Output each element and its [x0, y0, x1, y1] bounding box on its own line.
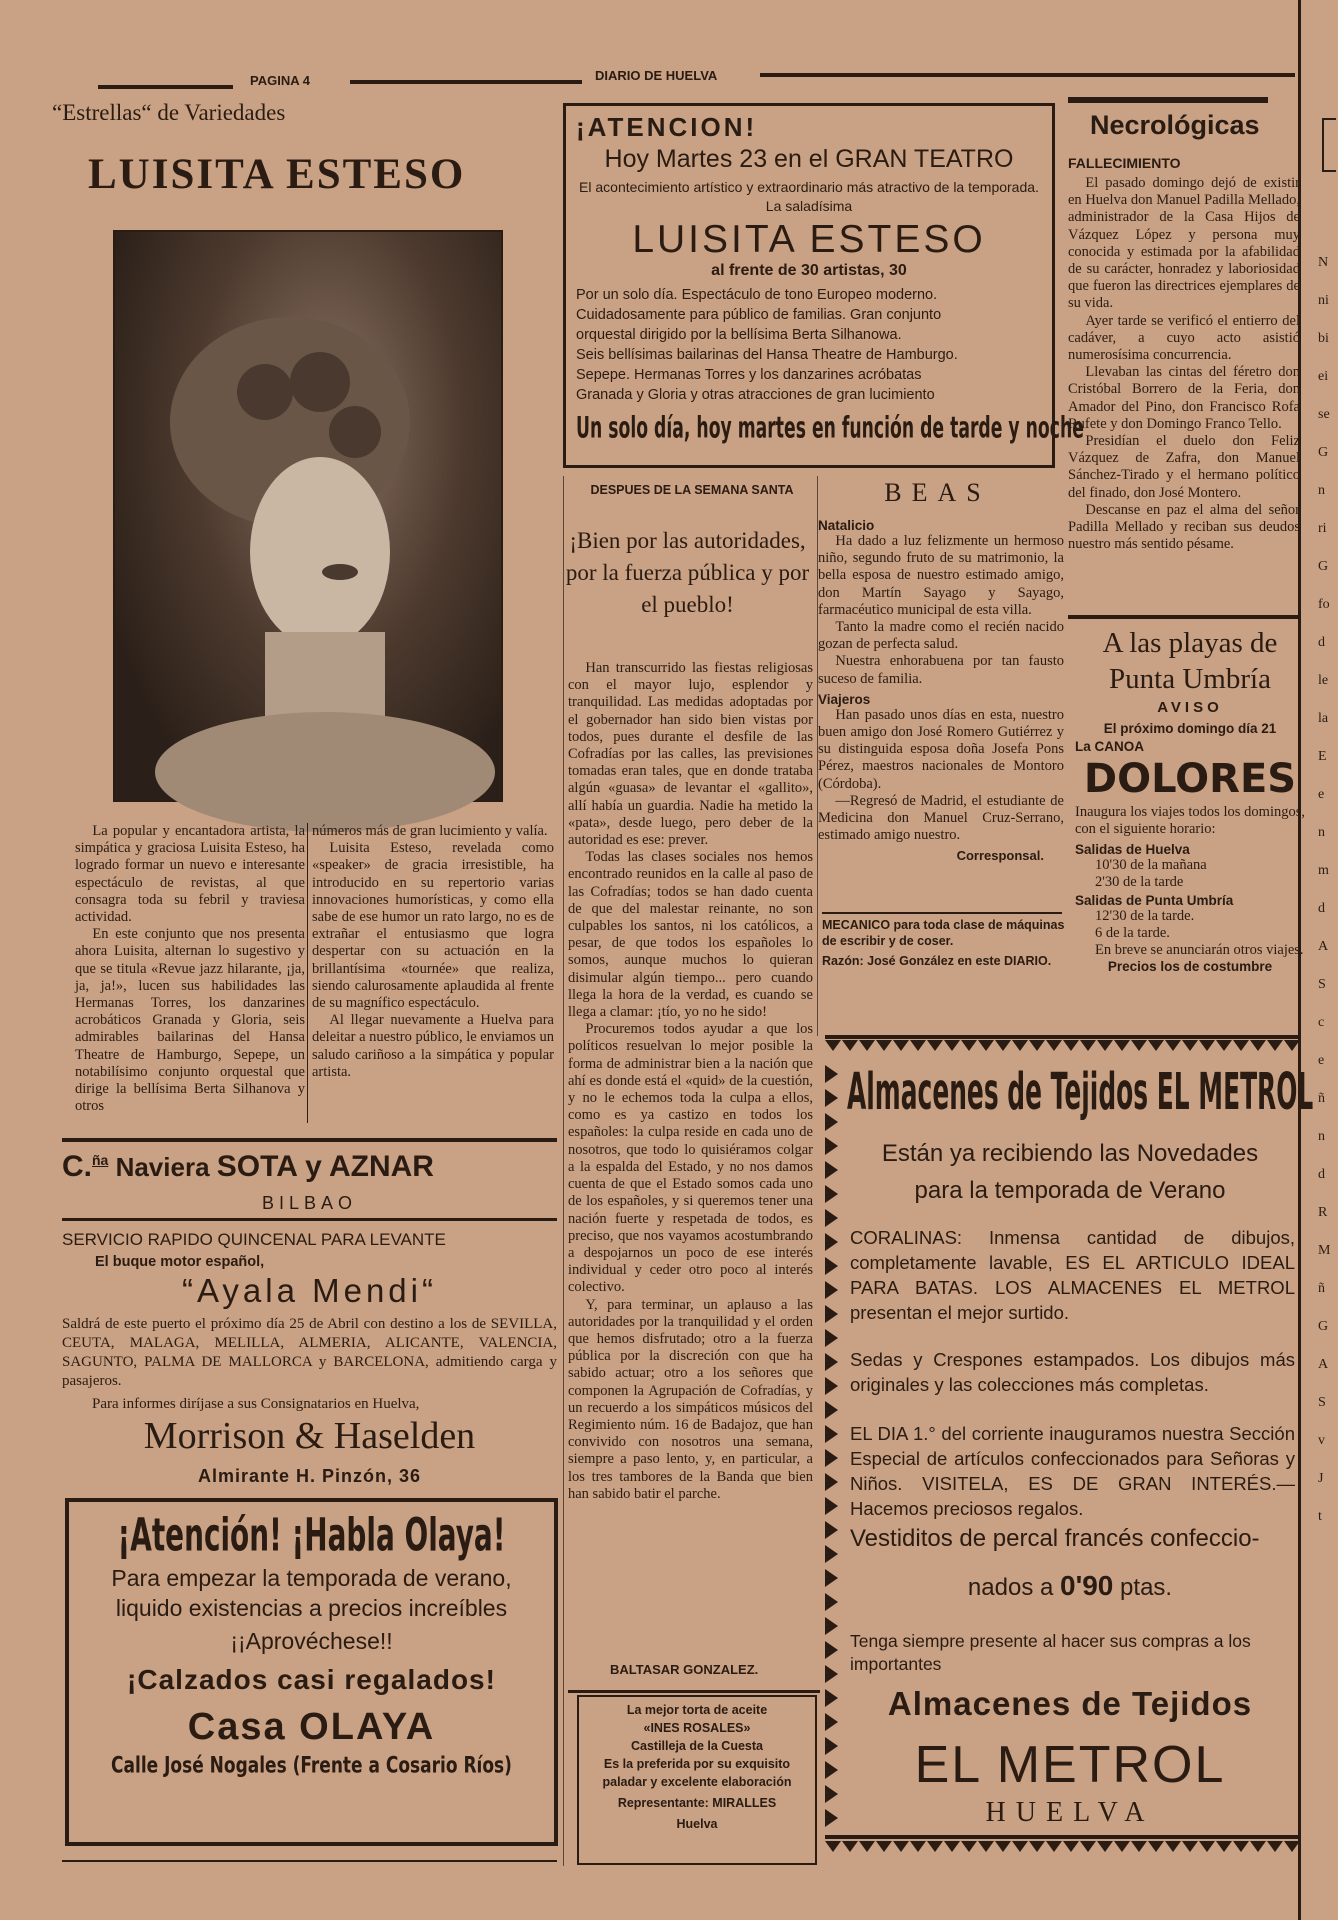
next-page-letter: A	[1318, 1357, 1329, 1372]
pennant-mark	[825, 1305, 838, 1323]
pennant-mark	[1063, 1841, 1079, 1852]
pennant-mark	[944, 1841, 960, 1852]
naviera-name-part: SOTA y AZNAR	[216, 1150, 434, 1183]
rosales-line: Castilleja de la Cuesta	[630, 1739, 763, 1753]
metrol-p4-text: ptas.	[1120, 1574, 1173, 1601]
pennant-mark	[1182, 1841, 1198, 1852]
playas-h2: Salidas de Punta Umbría	[1075, 893, 1234, 908]
playas-aviso: AVISO	[1157, 699, 1223, 716]
naviera-address: Almirante H. Pinzón, 36	[197, 1466, 422, 1486]
pennant-mark	[1131, 1040, 1147, 1051]
next-page-letter: n	[1318, 483, 1325, 498]
naviera-name	[62, 1150, 562, 1194]
section-rule	[62, 1860, 557, 1862]
estrellas-col-left	[75, 823, 305, 1125]
atencion-footer: Un solo día, hoy martes en función de tarde y noche	[576, 411, 1084, 445]
pennant-mark	[825, 1185, 838, 1203]
column-rule	[563, 476, 564, 1866]
pennant-mark	[825, 1809, 838, 1827]
next-page-letter: S	[1318, 977, 1326, 992]
metrol-border-bottom	[825, 1835, 1300, 1839]
pennant-mark	[1148, 1841, 1164, 1852]
naviera-city: BILBAO	[261, 1193, 358, 1213]
pennant-mark	[859, 1040, 875, 1051]
naviera-service: SERVICIO RAPIDO QUINCENAL PARA LEVANTE	[62, 1230, 446, 1249]
next-page-letters	[1318, 255, 1338, 1547]
pennant-mark	[825, 1401, 838, 1419]
metrol-p4a: Vestiditos de percal francés confeccio-	[850, 1525, 1260, 1552]
pennant-mark	[1012, 1841, 1028, 1852]
estrellas-title: LUISITA ESTESO	[88, 151, 466, 198]
playas-precios: Precios los de costumbre	[1107, 959, 1273, 974]
next-page-letter: e	[1318, 787, 1325, 802]
pennant-mark	[893, 1841, 909, 1852]
rosales-line: Es la preferida por su exquisito paladar y excelente elaboración	[602, 1757, 792, 1789]
olaya-name: Casa OLAYA	[187, 1706, 436, 1748]
atencion-body-line: Por un solo día. Espectáculo de tono Europeo moderno.	[576, 287, 938, 303]
next-page-letter: d	[1318, 635, 1325, 650]
pennant-mark	[825, 1329, 838, 1347]
gran-teatro-ad	[563, 103, 1084, 468]
next-page-letter: t	[1318, 1509, 1322, 1524]
semana-para: Todas las clases sociales nos hemos encontrado reunidos en la calle al paso de las Cofradías; todos se han dado cuenta de que del malestar reinante, no son culpables los santos, ni los católicos, a pesar, de que todos los españoles lo somos, aunque muchos lo quieran disimular algún tiempo... pero cuando llega la hora de la verdad, es cuando se llega a clamar: ¡tío, yo no he sido!	[568, 849, 813, 1021]
atencion-sub: al frente de 30 artistas, 30	[711, 262, 907, 279]
pennant-mark	[1012, 1040, 1028, 1051]
pennant-mark	[995, 1040, 1011, 1051]
pennant-mark	[825, 1065, 838, 1083]
metrol-f3: HUELVA	[985, 1797, 1155, 1828]
semana-headline: ¡Bien por las autoridades, por la fuerza pública y por el pueblo!	[565, 528, 810, 617]
rosales-line: «INES ROSALES»	[643, 1721, 751, 1735]
necro-body	[1068, 175, 1300, 605]
next-page-letter: G	[1318, 445, 1329, 460]
pennant-mark	[842, 1841, 858, 1852]
page-number: PAGINA 4	[250, 73, 310, 88]
playas-h1: Salidas de Huelva	[1075, 842, 1190, 857]
metrol-p4-text: nados a	[967, 1574, 1054, 1601]
metrol-p4	[850, 1570, 1290, 1602]
pennant-mark	[995, 1841, 1011, 1852]
olaya-l2: liquido existencias a precios increíbles	[115, 1595, 508, 1621]
beas-body	[818, 518, 1064, 908]
next-page-letter: ni	[1318, 293, 1329, 308]
metrol-l1: Están ya recibiendo las Novedades	[881, 1140, 1259, 1167]
semana-signature: BALTASAR GONZALEZ.	[610, 1662, 759, 1677]
naviera-buque: El buque motor español,	[95, 1254, 265, 1270]
olaya-title: ¡Atención! ¡Habla Olaya!	[117, 1510, 506, 1563]
next-page-letter: d	[1318, 901, 1325, 916]
pennant-mark	[1284, 1841, 1300, 1852]
playas-t4: 6 de la tarde.	[1095, 925, 1170, 941]
naviera-name-part: C.	[62, 1150, 92, 1183]
next-page-letter: J	[1318, 1471, 1324, 1486]
masthead-rule-right	[760, 73, 1295, 77]
pennant-mark	[825, 1040, 841, 1051]
naviera-ship: “Ayala Mendi“	[182, 1272, 437, 1309]
pennant-mark	[1165, 1040, 1181, 1051]
metrol-p5: Tenga siempre presente al hacer sus compras a los importantes	[850, 1631, 1251, 1674]
pennant-mark	[825, 1617, 838, 1635]
pennant-mark	[1216, 1040, 1232, 1051]
masthead-rule-mid	[350, 80, 582, 84]
pennant-mark	[825, 1841, 841, 1852]
pennant-mark	[825, 1209, 838, 1227]
next-page-letter: ei	[1318, 369, 1329, 384]
naviera-body: Saldrá de este puerto el próximo día 25 de Abril con destino a los de SEVILLA, CEUTA, MALAGA, MELILLA, ALMERIA, ALICANTE, VALENCIA, SAGUNTO, PALMA DE MALLORCA y BARCELONA, admitiendo carga y pasajeros.	[62, 1316, 557, 1389]
pennant-mark	[978, 1040, 994, 1051]
pennant-mark	[1165, 1841, 1181, 1852]
pennant-mark	[825, 1497, 838, 1515]
necro-para: Llevaban las cintas del féretro don Cristóbal Borrero de la Feria, don Amador del Pino, don Francisco Rofa Rufete y don Domingo Franco Tello.	[1068, 364, 1300, 432]
necro-title: Necrológicas	[1090, 110, 1260, 140]
next-page-letter: se	[1318, 407, 1330, 422]
pennant-mark	[1097, 1040, 1113, 1051]
pennant-mark	[876, 1040, 892, 1051]
playas-canoa: La CANOA	[1075, 739, 1145, 754]
pennant-mark	[1182, 1040, 1198, 1051]
next-page-letter: v	[1318, 1433, 1325, 1448]
playas-t2: 2'30 de la tarde	[1095, 874, 1184, 890]
next-page-letter: n	[1318, 825, 1325, 840]
playas-title2: Punta Umbría	[1109, 663, 1271, 695]
pennant-mark	[825, 1521, 838, 1539]
naviera-name-part: Naviera	[108, 1152, 217, 1182]
next-page-letter: e	[1318, 1053, 1325, 1068]
playas-title1: A las playas de	[1102, 627, 1278, 659]
atencion-body-line: orquestal dirigido por la bellísima Berta Silhanowa.	[576, 327, 902, 343]
pennant-mark	[893, 1040, 909, 1051]
pennant-mark	[1114, 1841, 1130, 1852]
pennant-mark	[1029, 1040, 1045, 1051]
pennant-mark	[1233, 1841, 1249, 1852]
semana-para: Y, para terminar, un aplauso a las autoridades por la tranquilidad y el orden que hemos disfrutado; otro a la fuerza pública por la discreción con que ha sabido actuar; otro a los señores que componen la Agrupación de Cofradías, y un recuerdo a los simpáticos músicos del Regimiento núm. 16 de Badajoz, que han convivido con nosotros una semana, siempre a paso lento, y, en particular, a los tres tambores de la Banda que bien han sabido batir el parche.	[568, 1296, 813, 1502]
metrol-p2: Sedas y Crespones estampados. Los dibujos más originales y las colecciones más completas.	[850, 1349, 1295, 1395]
pennant-mark	[825, 1593, 838, 1611]
pennant-mark	[825, 1449, 838, 1467]
pennant-mark	[876, 1841, 892, 1852]
beas-para: Tanto la madre como el recién nacido gozan de perfecta salud.	[818, 619, 1064, 653]
semana-para: Procuremos todos ayudar a que los políticos resuelvan lo mejor posible la forma de administrar bien a la nación que ahí es donde está el «quid» de la cuestión, y no le echemos toda la culpa a ellos, como es ya castizo en todos los españoles: la culpa reside en cada uno de nosotros, que todo lo quisiéramos colgar a la espalda del Estado, y no nos damos cuenta de que el Estado somos cada uno de los españoles, y si queremos tener una nación fuerte y respetada de todos, es preciso, que nos vayamos acostumbrando a despojarnos un poco de ese interés individual y ceder otro poco al interés colectivo.	[568, 1021, 813, 1296]
metrol-border-top	[825, 1035, 1300, 1039]
next-page-letter: G	[1318, 1319, 1329, 1334]
semana-body	[568, 660, 813, 1660]
mecanico-line: Razón: José González en este DIARIO.	[822, 954, 1052, 968]
estrellas-para: Luisita Esteso, revelada como «speaker» de gracia irresistible, ha introducido en su repertorio varias innovaciones humorísticas, y como ella sabe de ese humor un rato largo, no es de extrañar el entusiasmo que logra despertar con su actuación en la brillantísima «tournée» que realiza, siendo calurosamente aplaudida al frente de su magnífico espectáculo.	[312, 840, 554, 1012]
next-page-letter: ñ	[1318, 1281, 1325, 1296]
olaya-addr: Calle José Nogales (Frente a Cosario Ríos)	[111, 1753, 512, 1779]
metrol-pennants-bottom	[825, 1841, 1300, 1853]
metrol-p1: CORALINAS: Inmensa cantidad de dibujos, completamente lavable, ES EL ARTICULO IDEAL PARA BATAS. LOS ALMACENES EL METROL presentan el mejor surtido.	[850, 1227, 1295, 1323]
mecanico-line: MECANICO para toda clase de máquinas de escribir y de coser.	[822, 918, 1065, 948]
pennant-mark	[825, 1569, 838, 1587]
beas-para: —Regresó de Madrid, el estudiante de Medicina don Manuel Cruz-Serrano, estimado amigo nuestro.	[818, 792, 1064, 844]
pennant-mark	[825, 1353, 838, 1371]
necro-para: Descanse en paz el alma del señor Padilla Mellado y reciban sus deudos nuestro más sentido pésame.	[1068, 501, 1300, 553]
metrol-pennants-top	[825, 1040, 1300, 1052]
next-page-letter: A	[1318, 939, 1329, 954]
metrol-ad	[825, 1035, 1314, 1855]
next-page-letter: R	[1318, 1205, 1328, 1220]
pennant-mark	[842, 1040, 858, 1051]
naviera-name-sup: ña	[92, 1152, 109, 1168]
pennant-mark	[1046, 1040, 1062, 1051]
metrol-price: 0'90	[1060, 1570, 1114, 1601]
olaya-l1: Para empezar la temporada de verano,	[111, 1565, 512, 1591]
pennant-mark	[1199, 1841, 1215, 1852]
next-page-letter: ri	[1318, 521, 1327, 536]
playas-inaug: Inaugura los viajes todos los domingos, con el siguiente horario:	[1075, 804, 1305, 837]
naviera-informes: Para informes diríjase a sus Consignatarios en Huelva,	[92, 1396, 420, 1412]
estrellas-para: La popular y encantadora artista, la simpática y graciosa Luisita Esteso, ha logrado formar un nuevo e interesante espectáculo de revistas, al que consagra toda su febril y traviesa actividad.	[75, 823, 305, 926]
atencion-body-line: Granada y Gloria y otras atracciones de gran lucimiento	[576, 387, 935, 403]
section-rule	[62, 1138, 557, 1142]
pennant-mark	[1063, 1040, 1079, 1051]
pennant-mark	[1080, 1841, 1096, 1852]
pennant-mark	[1284, 1040, 1300, 1051]
pennant-mark	[978, 1841, 994, 1852]
beas-para: Han pasado unos días en esta, nuestro buen amigo don José Romero Gutiérrez y su distinguida esposa doña Josefa Pons Pérez, maestros nacionales de Montoro (Córdoba).	[818, 706, 1064, 792]
atencion-body	[576, 285, 1042, 405]
playas-t3: 12'30 de la tarde.	[1095, 908, 1195, 924]
atencion-body-line: Cuidadosamente para público de familias. Gran conjunto	[576, 307, 942, 323]
estrellas-para: números más de gran lucimiento y valía.	[312, 823, 548, 839]
pennant-mark	[1029, 1841, 1045, 1852]
pennant-mark	[910, 1040, 926, 1051]
pennant-mark	[961, 1040, 977, 1051]
mecanico-ad	[822, 917, 1067, 992]
pennant-mark	[825, 1113, 838, 1131]
metrol-f1: Almacenes de Tejidos	[887, 1685, 1253, 1722]
pennant-mark	[825, 1737, 838, 1755]
rosales-line: La mejor torta de aceite	[626, 1703, 768, 1717]
pennant-mark	[1148, 1040, 1164, 1051]
next-page-letter: N	[1318, 255, 1329, 270]
section-rule	[568, 1690, 820, 1693]
beas-viajeros-heading: Viajeros	[818, 691, 871, 707]
atencion-body-line: Seis bellísimas bailarinas del Hansa Theatre de Hamburgo.	[576, 347, 958, 363]
atencion-line2: El acontecimiento artístico y extraordinario más atractivo de la temporada. La saladísima	[579, 179, 1039, 214]
pennant-mark	[1267, 1841, 1283, 1852]
section-rule	[62, 1218, 557, 1221]
pennant-mark	[927, 1040, 943, 1051]
pennant-mark	[1080, 1040, 1096, 1051]
portrait-illustration	[115, 232, 501, 800]
beas-para: Nuestra enhorabuena por tan fausto suceso de familia.	[818, 653, 1064, 687]
pennant-mark	[1114, 1040, 1130, 1051]
pennant-mark	[1199, 1040, 1215, 1051]
pennant-mark	[910, 1841, 926, 1852]
pennant-mark	[825, 1545, 838, 1563]
metrol-p3: EL DIA 1.° del corriente inauguramos nuestra Sección Especial de artículos confeccionados para Señoras y Niños. VISITELA, ES DE GRAN INTERÉS.—Hacemos preciosos regalos.	[850, 1423, 1295, 1519]
next-page-letter: m	[1318, 863, 1329, 878]
pennant-mark	[825, 1281, 838, 1299]
pennant-mark	[1097, 1841, 1113, 1852]
pennant-mark	[825, 1377, 838, 1395]
column-rule	[307, 823, 308, 1123]
pennant-mark	[825, 1689, 838, 1707]
pennant-mark	[1131, 1841, 1147, 1852]
next-page-letter: d	[1318, 1167, 1325, 1182]
pennant-mark	[825, 1641, 838, 1659]
next-page-letter: S	[1318, 1395, 1326, 1410]
pennant-mark	[944, 1040, 960, 1051]
pennant-mark	[825, 1089, 838, 1107]
masthead-rule-left	[98, 85, 233, 89]
metrol-title: Almacenes de Tejidos EL METROL	[847, 1063, 1314, 1123]
pennant-mark	[1216, 1841, 1232, 1852]
naviera-agent: Morrison & Haselden	[143, 1415, 476, 1457]
necro-rule	[1068, 97, 1268, 103]
pennant-mark	[825, 1473, 838, 1491]
atencion-line1: Hoy Martes 23 en el GRAN TEATRO	[604, 145, 1014, 173]
next-page-letter: M	[1318, 1243, 1331, 1258]
atencion-name: LUISITA ESTESO	[632, 218, 986, 261]
next-page-fragment	[1304, 0, 1334, 1920]
next-page-letter: c	[1318, 1015, 1325, 1030]
pennant-mark	[1267, 1040, 1283, 1051]
playas-ad	[1075, 625, 1305, 974]
next-page-letter: la	[1318, 711, 1329, 726]
next-page-box	[1322, 118, 1336, 172]
pennant-mark	[825, 1713, 838, 1731]
necro-para: Ayer tarde se verificó el entierro del cadáver, a cuyo acto asistió numerosísima concurrencia.	[1068, 312, 1300, 364]
olaya-l3: ¡¡Aprovéchese!!	[230, 1628, 393, 1654]
pennant-mark	[825, 1137, 838, 1155]
next-page-letter: n	[1318, 1129, 1325, 1144]
playas-note: En breve se anunciarán otros viajes.	[1095, 942, 1304, 958]
beas-title: BEAS	[884, 478, 991, 507]
paper-name: DIARIO DE HUELVA	[595, 68, 718, 83]
next-page-letter: bi	[1318, 331, 1329, 346]
pennant-mark	[825, 1425, 838, 1443]
estrellas-col-right	[312, 823, 554, 1125]
metrol-pennants-left	[825, 1065, 845, 1825]
beas-para: Ha dado a luz felizmente un hermoso niño, segundo fruto de su matrimonio, la bella esposa de nuestro estimado amigo, don Martín Sayago y Sayago, farmacéutico municipal de esta villa.	[818, 533, 1064, 618]
estrellas-para: En este conjunto que nos presenta ahora Luisita, alternan lo sugestivo y que se titula «Revue jazz hilarante, ¡ja, ja, ja!», lucen sus habilidades las Hermanas Torres, los danzarines acrobáticos Granada y Gloria, seis admirables bailarinas del Hansa Theatre de Hamburgo, Sepepe, un notabilísimo conjunto orquestal que dirige la bellísima Berta Silhanova y otros	[75, 926, 305, 1115]
rosales-line: Representante: MIRALLES	[617, 1796, 777, 1810]
rosales-ad	[577, 1695, 817, 1865]
semana-kicker: DESPUES DE LA SEMANA SANTA	[590, 483, 794, 497]
pennant-mark	[1250, 1040, 1266, 1051]
section-rule	[822, 912, 1062, 914]
atencion-title: ¡ATENCION!	[576, 112, 758, 142]
pennant-mark	[859, 1841, 875, 1852]
pennant-mark	[1233, 1040, 1249, 1051]
pennant-mark	[1250, 1841, 1266, 1852]
olaya-ad	[65, 1498, 558, 1846]
next-page-letter: E	[1318, 749, 1327, 764]
pennant-mark	[961, 1841, 977, 1852]
playas-t1: 10'30 de la mañana	[1095, 857, 1207, 873]
estrellas-para: Al llegar nuevamente a Huelva para deleitar a nuestro público, le enviamos un saludo cariñoso a la simpática y popular artista.	[312, 1012, 554, 1080]
pennant-mark	[825, 1785, 838, 1803]
luisita-photo	[113, 230, 503, 802]
playas-prox: El próximo domingo día 21	[1103, 721, 1277, 736]
pennant-mark	[825, 1257, 838, 1275]
rosales-line: Huelva	[676, 1817, 718, 1831]
playas-rule	[1068, 615, 1298, 619]
pennant-mark	[927, 1841, 943, 1852]
next-page-letter: fo	[1318, 597, 1330, 612]
pennant-mark	[825, 1161, 838, 1179]
pennant-mark	[1046, 1841, 1062, 1852]
necro-sub: FALLECIMIENTO	[1068, 155, 1181, 171]
metrol-f2: EL METROL	[914, 1736, 1226, 1794]
atencion-body-line: Sepepe. Hermanas Torres y los danzarines acróbatas	[576, 367, 922, 383]
next-page-letter: ñ	[1318, 1091, 1325, 1106]
pennant-mark	[825, 1761, 838, 1779]
necro-para: Presidían el duelo don Feliz Vázquez de Zafra, don Manuel Sánchez-Tirado y el hermano político del finado, don José Montero.	[1068, 433, 1300, 501]
pennant-mark	[825, 1233, 838, 1251]
beas-signature: Corresponsal.	[956, 848, 1044, 864]
semana-para: Han transcurrido las fiestas religiosas con el mayor lujo, esplendor y tranquilidad. Las medidas adoptadas por el gobernador han sido bien vistas por todos, pues durante el desfile de las Cofradías por las calles, las previsiones tomadas eran tales, que en donde trataba algún «guasa» de levantar el «gallito», allí había un guardia. Nadie ha metido la «pata», desde luego, pero deber de la autoridad es ese: prever.	[568, 660, 813, 849]
next-page-letter: le	[1318, 673, 1329, 688]
estrellas-kicker: “Estrellas“ de Variedades	[52, 100, 286, 125]
next-page-letter: G	[1318, 559, 1329, 574]
beas-natalicio-heading: Natalicio	[818, 518, 875, 533]
olaya-l4: ¡Calzados casi regalados!	[127, 1664, 496, 1695]
metrol-l2: para la temporada de Verano	[914, 1177, 1226, 1204]
necro-para: El pasado domingo dejó de existir en Huelva don Manuel Padilla Mellado, administrador de la Casa Hijos de Vázquez López y persona muy conocida y estimada por la afabilidad de su carácter, honradez y laboriosidad que fueron las directrices ejemplares de su vida.	[1068, 175, 1300, 312]
pennant-mark	[825, 1665, 838, 1683]
playas-name: DOLORES	[1083, 756, 1297, 802]
